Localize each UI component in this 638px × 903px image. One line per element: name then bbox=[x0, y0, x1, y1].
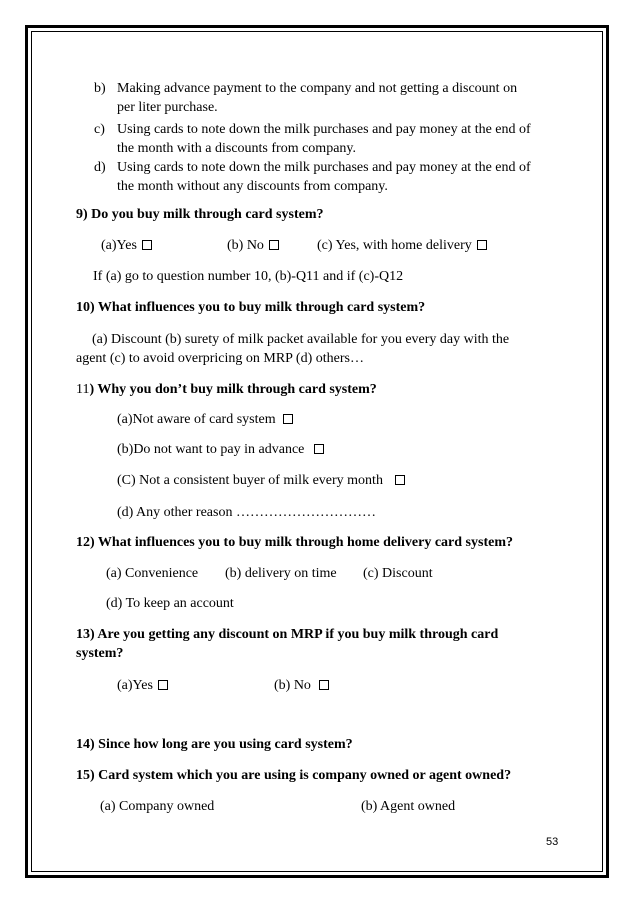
checkbox-icon[interactable] bbox=[319, 680, 329, 690]
list-marker-c: c) bbox=[94, 122, 105, 137]
checkbox-icon[interactable] bbox=[158, 680, 168, 690]
q12-option-b: (b) delivery on time bbox=[225, 566, 337, 581]
q10-question: 10) What influences you to buy milk through card system? bbox=[76, 300, 426, 315]
q13-option-a: (a)Yes bbox=[117, 677, 168, 694]
q11-option-d: (d) Any other reason ………………………… bbox=[117, 505, 376, 520]
q11-option-c: (C) Not a consistent buyer of milk every month bbox=[117, 472, 405, 489]
q9-note: If (a) go to question number 10, (b)-Q11 and if (c)-Q12 bbox=[93, 269, 404, 284]
list-item-c-line2: the month with a discounts from company. bbox=[117, 141, 356, 156]
q12-option-d: (d) To keep an account bbox=[106, 596, 234, 611]
checkbox-icon[interactable] bbox=[283, 414, 293, 424]
q11-option-b: (b)Do not want to pay in advance bbox=[117, 441, 324, 458]
list-item-b-line2: per liter purchase. bbox=[117, 100, 218, 115]
q14-question: 14) Since how long are you using card system? bbox=[76, 737, 353, 752]
q11-option-a: (a)Not aware of card system bbox=[117, 411, 293, 428]
list-marker-b: b) bbox=[94, 81, 106, 96]
checkbox-icon[interactable] bbox=[314, 444, 324, 454]
checkbox-icon[interactable] bbox=[269, 240, 279, 250]
q12-option-c: (c) Discount bbox=[363, 566, 433, 581]
q9-question: 9) Do you buy milk through card system? bbox=[76, 207, 324, 222]
list-item-d-line1: Using cards to note down the milk purchases and pay money at the end of bbox=[117, 160, 531, 175]
q9-option-b: (b) No bbox=[227, 237, 279, 254]
checkbox-icon[interactable] bbox=[142, 240, 152, 250]
q12-option-a: (a) Convenience bbox=[106, 566, 199, 581]
q10-options-line1: (a) Discount (b) surety of milk packet available for you every day with the bbox=[92, 332, 510, 347]
list-item-c-line1: Using cards to note down the milk purchases and pay money at the end of bbox=[117, 122, 531, 137]
q9-option-c: (c) Yes, with home delivery bbox=[317, 237, 487, 254]
list-marker-d: d) bbox=[94, 160, 106, 175]
checkbox-icon[interactable] bbox=[477, 240, 487, 250]
q13-question-line2: system? bbox=[76, 646, 124, 661]
list-item-b-line1: Making advance payment to the company and not getting a discount on bbox=[117, 81, 518, 96]
page-number: 53 bbox=[546, 836, 559, 848]
q13-option-b: (b) No bbox=[274, 677, 329, 694]
list-item-d-line2: the month without any discounts from company. bbox=[117, 179, 388, 194]
q15-option-a: (a) Company owned bbox=[100, 799, 215, 814]
q12-question: 12) What influences you to buy milk through home delivery card system? bbox=[76, 535, 513, 550]
q11-question: 11) Why you don’t buy milk through card system? bbox=[76, 382, 377, 397]
q10-options-line2: agent (c) to avoid overpricing on MRP (d) others… bbox=[76, 351, 364, 366]
checkbox-icon[interactable] bbox=[395, 475, 405, 485]
q13-question-line1: 13) Are you getting any discount on MRP if you buy milk through card bbox=[76, 627, 499, 642]
q15-option-b: (b) Agent owned bbox=[361, 799, 456, 814]
q9-option-a: (a)Yes bbox=[101, 237, 152, 254]
q15-question: 15) Card system which you are using is company owned or agent owned? bbox=[76, 768, 512, 783]
